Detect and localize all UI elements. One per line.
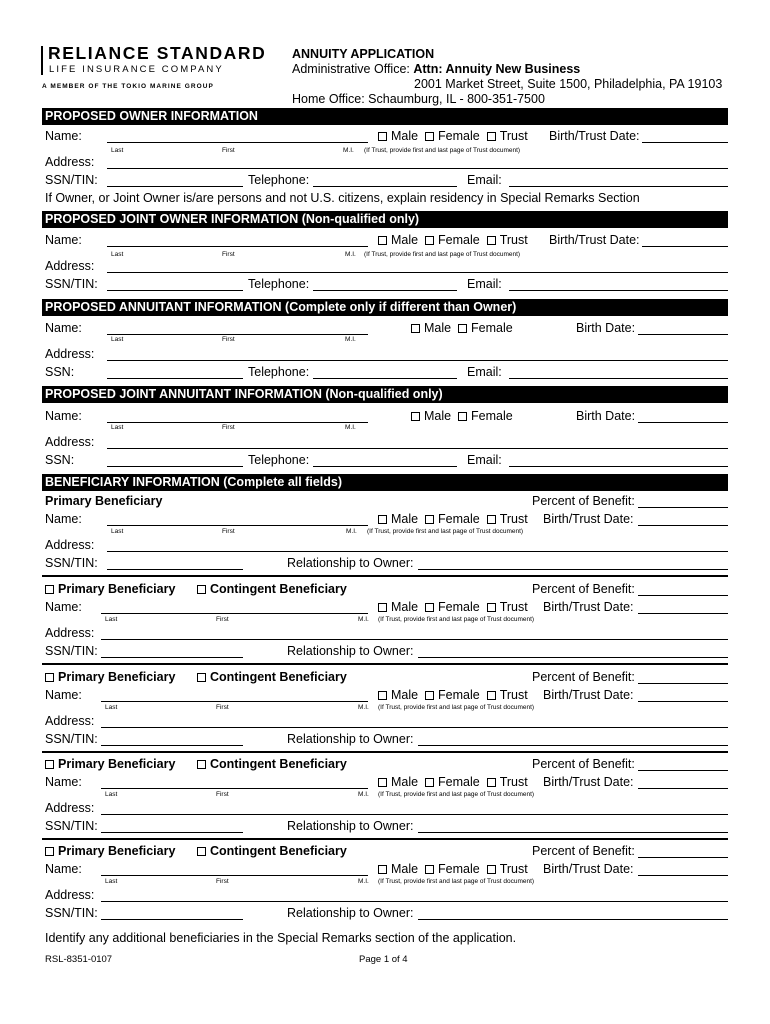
beneficiary-2-birth-label: Birth/Trust Date:	[543, 600, 634, 614]
form-title: ANNUITY APPLICATION	[292, 47, 435, 61]
first-caption: First	[222, 424, 235, 431]
beneficiary-2-ssn-label: SSN/TIN:	[45, 644, 98, 658]
beneficiary-divider	[42, 663, 728, 665]
joint-owner-phone-field[interactable]	[313, 290, 457, 291]
trust-checkbox	[487, 132, 496, 141]
annuitant-address-label: Address:	[45, 347, 95, 361]
logo-bar	[41, 46, 43, 75]
beneficiary-2-relationship-label: Relationship to Owner:	[287, 644, 414, 658]
last-caption: Last	[105, 791, 118, 798]
female-checkbox	[425, 515, 434, 524]
last-caption: Last	[111, 424, 124, 431]
owner-address-label: Address:	[45, 155, 95, 169]
section-annuitant: PROPOSED ANNUITANT INFORMATION (Complete only if different than Owner)	[42, 299, 728, 316]
male-checkbox	[411, 324, 420, 333]
additional-beneficiaries-note: Identify any additional beneficiaries in the Special Remarks section of the application.	[45, 931, 517, 945]
beneficiary-2-name-field[interactable]	[101, 613, 368, 614]
annuitant-name-label: Name:	[45, 321, 82, 335]
beneficiary-1-ssn-label: SSN/TIN:	[45, 556, 98, 570]
last-caption: Last	[105, 616, 118, 623]
female-checkbox	[425, 691, 434, 700]
beneficiary-1-address-label: Address:	[45, 538, 95, 552]
trust-note: (If Trust, provide first and last page of Trust document)	[364, 251, 521, 258]
beneficiary-5-contingent-option[interactable]: Contingent Beneficiary	[197, 844, 347, 858]
beneficiary-2-name-label: Name:	[45, 600, 82, 614]
beneficiary-3-percent-field[interactable]	[638, 683, 728, 684]
mi-caption: M.I.	[358, 704, 369, 711]
last-caption: Last	[111, 336, 124, 343]
beneficiary-1-name-label: Name:	[45, 512, 82, 526]
owner-ssn-label: SSN/TIN:	[45, 173, 98, 187]
last-caption: Last	[111, 147, 124, 154]
first-caption: First	[216, 704, 229, 711]
owner-email-field[interactable]	[509, 186, 728, 187]
beneficiary-5-address-field[interactable]	[101, 901, 728, 902]
contingent-checkbox	[197, 847, 206, 856]
beneficiary-4-relationship-field[interactable]	[418, 832, 728, 833]
beneficiary-5-relationship-field[interactable]	[418, 919, 728, 920]
first-caption: First	[222, 147, 235, 154]
beneficiary-3-relationship-field[interactable]	[418, 745, 728, 746]
joint-annuitant-birth-label: Birth Date:	[576, 409, 636, 423]
beneficiary-2-percent-field[interactable]	[638, 595, 728, 596]
joint-owner-sex-options[interactable]: Male Female Trust	[378, 233, 528, 247]
last-caption: Last	[111, 251, 124, 258]
joint-annuitant-ssn-field[interactable]	[107, 466, 243, 467]
section-beneficiary: BENEFICIARY INFORMATION (Complete all fields)	[42, 474, 728, 491]
owner-address-field[interactable]	[107, 168, 728, 169]
owner-phone-label: Telephone:	[248, 173, 310, 187]
annuitant-ssn-label: SSN:	[45, 365, 75, 379]
owner-name-field[interactable]	[107, 142, 368, 143]
mi-caption: M.I.	[358, 616, 369, 623]
female-checkbox	[425, 865, 434, 874]
female-checkbox	[425, 132, 434, 141]
beneficiary-4-name-label: Name:	[45, 775, 82, 789]
beneficiary-5-ssn-label: SSN/TIN:	[45, 906, 98, 920]
trust-checkbox	[487, 236, 496, 245]
beneficiary-4-birth-label: Birth/Trust Date:	[543, 775, 634, 789]
trust-checkbox	[487, 603, 496, 612]
beneficiary-5-name-field[interactable]	[101, 875, 368, 876]
beneficiary-3-contingent-option[interactable]: Contingent Beneficiary	[197, 670, 347, 684]
joint-annuitant-name-field[interactable]	[107, 422, 368, 423]
joint-owner-address-label: Address:	[45, 259, 95, 273]
primary-checkbox	[45, 673, 54, 682]
beneficiary-4-birth-field[interactable]	[638, 788, 728, 789]
beneficiary-1-percent-label: Percent of Benefit:	[532, 494, 635, 508]
first-caption: First	[216, 616, 229, 623]
first-caption: First	[222, 528, 235, 535]
trust-note: (If Trust, provide first and last page of Trust document)	[367, 528, 524, 535]
beneficiary-3-relationship-label: Relationship to Owner:	[287, 732, 414, 746]
beneficiary-1-birth-label: Birth/Trust Date:	[543, 512, 634, 526]
owner-ssn-field[interactable]	[107, 186, 243, 187]
beneficiary-divider	[42, 751, 728, 753]
beneficiary-1-address-field[interactable]	[107, 551, 728, 552]
beneficiary-3-primary-option[interactable]: Primary Beneficiary	[45, 670, 175, 684]
owner-phone-field[interactable]	[313, 186, 457, 187]
joint-owner-birth-field[interactable]	[642, 246, 728, 247]
owner-name-label: Name:	[45, 129, 82, 143]
owner-birth-label: Birth/Trust Date:	[549, 129, 640, 143]
beneficiary-5-relationship-label: Relationship to Owner:	[287, 906, 414, 920]
female-checkbox	[425, 603, 434, 612]
annuitant-ssn-field[interactable]	[107, 378, 243, 379]
beneficiary-5-name-label: Name:	[45, 862, 82, 876]
joint-annuitant-ssn-label: SSN:	[45, 453, 75, 467]
mi-caption: M.I.	[343, 147, 354, 154]
beneficiary-3-percent-label: Percent of Benefit:	[532, 670, 635, 684]
beneficiary-1-name-field[interactable]	[107, 525, 368, 526]
beneficiary-4-relationship-label: Relationship to Owner:	[287, 819, 414, 833]
company-logo-name: RELIANCE STANDARD	[48, 43, 267, 63]
joint-annuitant-address-label: Address:	[45, 435, 95, 449]
last-caption: Last	[105, 878, 118, 885]
beneficiary-2-address-field[interactable]	[101, 639, 728, 640]
male-checkbox	[378, 236, 387, 245]
last-caption: Last	[105, 704, 118, 711]
primary-checkbox	[45, 847, 54, 856]
beneficiary-3-birth-label: Birth/Trust Date:	[543, 688, 634, 702]
beneficiary-3-address-label: Address:	[45, 714, 95, 728]
joint-owner-ssn-field[interactable]	[107, 290, 243, 291]
home-office: Home Office: Schaumburg, IL - 800-351-7500	[292, 92, 545, 106]
beneficiary-4-address-label: Address:	[45, 801, 95, 815]
trust-note: (If Trust, provide first and last page of Trust document)	[378, 616, 535, 623]
beneficiary-4-ssn-field[interactable]	[101, 832, 243, 833]
joint-owner-birth-label: Birth/Trust Date:	[549, 233, 640, 247]
beneficiary-5-primary-option[interactable]: Primary Beneficiary	[45, 844, 175, 858]
company-logo-tag: A MEMBER OF THE TOKIO MARINE GROUP	[42, 83, 214, 90]
beneficiary-4-sex-options[interactable]: Male Female Trust	[378, 775, 528, 789]
first-caption: First	[216, 878, 229, 885]
joint-annuitant-address-field[interactable]	[107, 448, 728, 449]
joint-owner-email-field[interactable]	[509, 290, 728, 291]
beneficiary-2-primary-option[interactable]: Primary Beneficiary	[45, 582, 175, 596]
male-checkbox	[378, 691, 387, 700]
beneficiary-4-address-field[interactable]	[101, 814, 728, 815]
trust-note: (If Trust, provide first and last page of Trust document)	[378, 791, 535, 798]
section-owner: PROPOSED OWNER INFORMATION	[42, 108, 728, 125]
beneficiary-3-birth-field[interactable]	[638, 701, 728, 702]
owner-residency-note: If Owner, or Joint Owner is/are persons and not U.S. citizens, explain residency in Special Remarks Section	[45, 191, 640, 205]
page-number: Page 1 of 4	[359, 954, 408, 965]
trust-checkbox	[487, 515, 496, 524]
female-checkbox	[458, 412, 467, 421]
beneficiary-2-address-label: Address:	[45, 626, 95, 640]
mi-caption: M.I.	[358, 791, 369, 798]
joint-annuitant-sex-options[interactable]: Male Female	[411, 409, 513, 423]
contingent-checkbox	[197, 673, 206, 682]
beneficiary-3-name-label: Name:	[45, 688, 82, 702]
beneficiary-2-ssn-field[interactable]	[101, 657, 243, 658]
joint-annuitant-name-label: Name:	[45, 409, 82, 423]
male-checkbox	[378, 132, 387, 141]
beneficiary-5-address-label: Address:	[45, 888, 95, 902]
first-caption: First	[216, 791, 229, 798]
trust-note: (If Trust, provide first and last page of Trust document)	[364, 147, 521, 154]
trust-note: (If Trust, provide first and last page of Trust document)	[378, 704, 535, 711]
beneficiary-2-contingent-option[interactable]: Contingent Beneficiary	[197, 582, 347, 596]
joint-annuitant-birth-field[interactable]	[638, 422, 728, 423]
beneficiary-5-birth-label: Birth/Trust Date:	[543, 862, 634, 876]
beneficiary-3-sex-options[interactable]: Male Female Trust	[378, 688, 528, 702]
section-joint-annuitant: PROPOSED JOINT ANNUITANT INFORMATION (Non-qualified only)	[42, 386, 728, 403]
beneficiary-1-relationship-label: Relationship to Owner:	[287, 556, 414, 570]
beneficiary-4-primary-option[interactable]: Primary Beneficiary	[45, 757, 175, 771]
beneficiary-5-ssn-field[interactable]	[101, 919, 243, 920]
joint-annuitant-phone-field[interactable]	[313, 466, 457, 467]
company-logo-sub: LIFE INSURANCE COMPANY	[49, 64, 224, 75]
beneficiary-4-contingent-option[interactable]: Contingent Beneficiary	[197, 757, 347, 771]
beneficiary-1-sex-options[interactable]: Male Female Trust	[378, 512, 528, 526]
joint-annuitant-phone-label: Telephone:	[248, 453, 310, 467]
female-checkbox	[458, 324, 467, 333]
beneficiary-1-birth-field[interactable]	[638, 525, 728, 526]
joint-annuitant-email-label: Email:	[467, 453, 502, 467]
male-checkbox	[378, 778, 387, 787]
beneficiary-4-name-field[interactable]	[101, 788, 368, 789]
beneficiary-5-birth-field[interactable]	[638, 875, 728, 876]
joint-owner-email-label: Email:	[467, 277, 502, 291]
joint-owner-phone-label: Telephone:	[248, 277, 310, 291]
beneficiary-1-percent-field[interactable]	[638, 507, 728, 508]
annuitant-birth-label: Birth Date:	[576, 321, 636, 335]
owner-birth-field[interactable]	[642, 142, 728, 143]
mi-caption: M.I.	[345, 424, 356, 431]
beneficiary-2-sex-options[interactable]: Male Female Trust	[378, 600, 528, 614]
mi-caption: M.I.	[346, 528, 357, 535]
owner-sex-options[interactable]: Male Female Trust	[378, 129, 528, 143]
joint-owner-name-field[interactable]	[107, 246, 368, 247]
contingent-checkbox	[197, 760, 206, 769]
annuitant-address-field[interactable]	[107, 360, 728, 361]
beneficiary-3-ssn-field[interactable]	[101, 745, 243, 746]
annuitant-name-field[interactable]	[107, 334, 368, 335]
annuitant-birth-field[interactable]	[638, 334, 728, 335]
primary-checkbox	[45, 585, 54, 594]
section-joint-owner: PROPOSED JOINT OWNER INFORMATION (Non-qualified only)	[42, 211, 728, 228]
mi-caption: M.I.	[345, 336, 356, 343]
male-checkbox	[378, 603, 387, 612]
beneficiary-2-birth-field[interactable]	[638, 613, 728, 614]
female-checkbox	[425, 778, 434, 787]
beneficiary-1-primary-label: Primary Beneficiary	[45, 494, 163, 508]
male-checkbox	[378, 515, 387, 524]
trust-checkbox	[487, 691, 496, 700]
trust-checkbox	[487, 865, 496, 874]
mi-caption: M.I.	[358, 878, 369, 885]
first-caption: First	[222, 336, 235, 343]
annuitant-sex-options[interactable]: Male Female	[411, 321, 513, 335]
owner-email-label: Email:	[467, 173, 502, 187]
beneficiary-4-ssn-label: SSN/TIN:	[45, 819, 98, 833]
joint-annuitant-email-field[interactable]	[509, 466, 728, 467]
female-checkbox	[425, 236, 434, 245]
annuitant-phone-field[interactable]	[313, 378, 457, 379]
beneficiary-2-relationship-field[interactable]	[418, 657, 728, 658]
male-checkbox	[378, 865, 387, 874]
beneficiary-1-ssn-field[interactable]	[107, 569, 243, 570]
beneficiary-divider	[42, 838, 728, 840]
admin-office: Administrative Office: Attn: Annuity New Business	[292, 62, 581, 76]
joint-owner-ssn-label: SSN/TIN:	[45, 277, 98, 291]
male-checkbox	[411, 412, 420, 421]
beneficiary-2-percent-label: Percent of Benefit:	[532, 582, 635, 596]
beneficiary-4-percent-field[interactable]	[638, 770, 728, 771]
beneficiary-3-name-field[interactable]	[101, 701, 368, 702]
first-caption: First	[222, 251, 235, 258]
annuitant-email-label: Email:	[467, 365, 502, 379]
primary-checkbox	[45, 760, 54, 769]
trust-note: (If Trust, provide first and last page of Trust document)	[378, 878, 535, 885]
annuitant-email-field[interactable]	[509, 378, 728, 379]
admin-address: 2001 Market Street, Suite 1500, Philadelphia, PA 19103	[414, 77, 723, 91]
trust-checkbox	[487, 778, 496, 787]
beneficiary-4-percent-label: Percent of Benefit:	[532, 757, 635, 771]
beneficiary-3-address-field[interactable]	[101, 727, 728, 728]
beneficiary-5-percent-field[interactable]	[638, 857, 728, 858]
annuitant-phone-label: Telephone:	[248, 365, 310, 379]
beneficiary-5-sex-options[interactable]: Male Female Trust	[378, 862, 528, 876]
beneficiary-divider	[42, 575, 728, 577]
contingent-checkbox	[197, 585, 206, 594]
beneficiary-5-percent-label: Percent of Benefit:	[532, 844, 635, 858]
last-caption: Last	[111, 528, 124, 535]
form-number: RSL-8351-0107	[45, 954, 113, 965]
joint-owner-address-field[interactable]	[107, 272, 728, 273]
mi-caption: M.I.	[345, 251, 356, 258]
beneficiary-3-ssn-label: SSN/TIN:	[45, 732, 98, 746]
joint-owner-name-label: Name:	[45, 233, 82, 247]
beneficiary-1-relationship-field[interactable]	[418, 569, 728, 570]
